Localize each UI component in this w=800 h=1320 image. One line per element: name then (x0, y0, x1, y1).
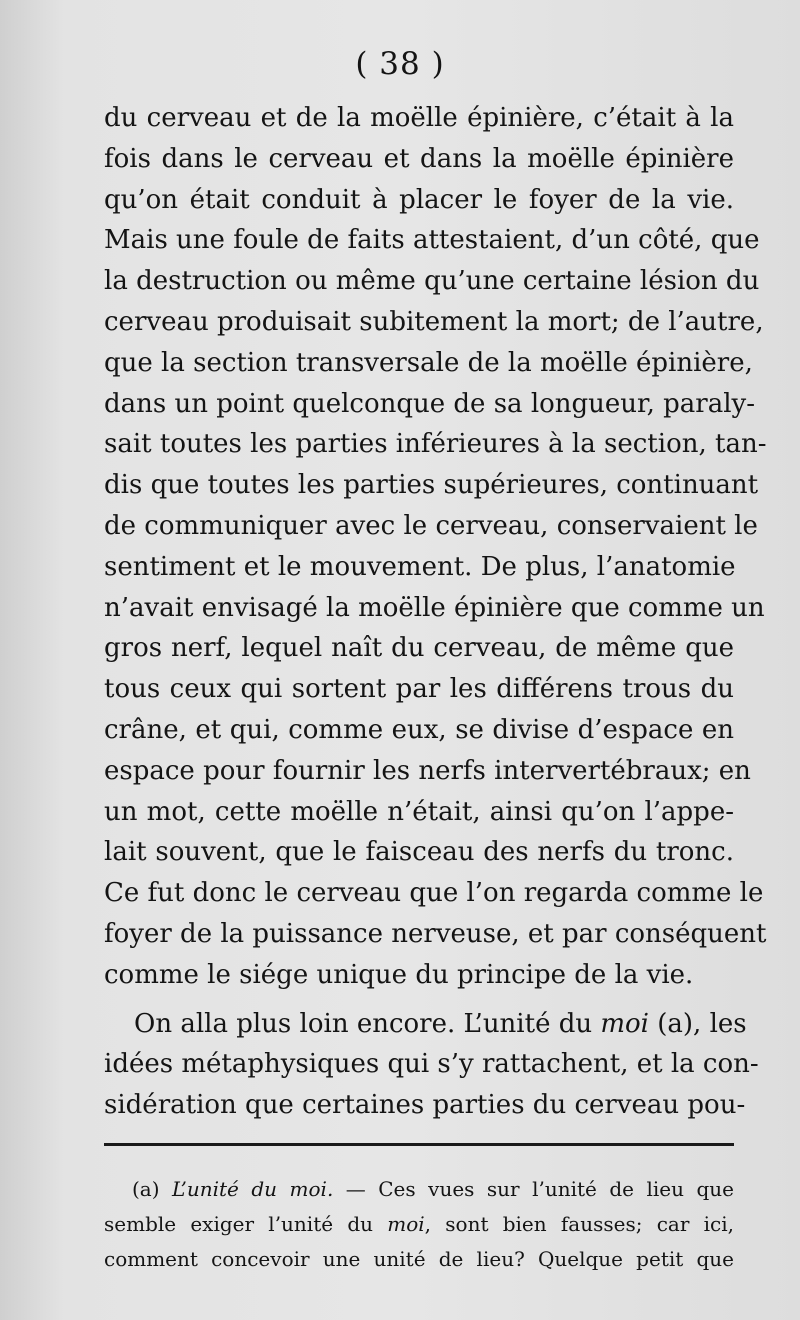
paragraph-gap (104, 996, 734, 1004)
footnote-separator (104, 1143, 734, 1146)
text-line: crâne, et qui, comme eux, se divise d’espace en (104, 714, 734, 745)
text-segment: — Ces vues sur l’unité de lieu que (333, 1177, 734, 1201)
text-line: sentiment et le mouvement. De plus, l’anatomie (104, 551, 736, 582)
text-line: du cerveau et de la moëlle épinière, c’était à la (104, 103, 734, 133)
text-line: gros nerf, lequel naît du cerveau, de même que (104, 633, 734, 664)
text-line: de communiquer avec le cerveau, conservaient le (104, 510, 758, 541)
text-line: dis que toutes les parties supérieures, continuant (104, 470, 759, 501)
text-line: sidération que certaines parties du cerveau pou- (104, 1090, 746, 1121)
text-line: Mais une foule de faits attestaient, d’un côté, que (104, 225, 760, 256)
footnote-reference: (a), les (649, 1008, 747, 1039)
footnote-line (104, 1172, 734, 1207)
footnote (104, 1172, 734, 1277)
text-line: que la section transversale de la moëlle épinière, (104, 347, 753, 378)
text-line: qu’on était conduit à placer le foyer de la vie. (104, 184, 734, 215)
text-line: Ce fut donc le cerveau que l’on regarda comme le (104, 878, 764, 909)
text-line: espace pour fournir les nerfs intervertébraux; en (104, 755, 751, 786)
text-segment: semble exiger l’unité du (104, 1212, 388, 1236)
text-line: un mot, cette moëlle n’était, ainsi qu’on l’appe- (104, 796, 734, 827)
text-line: fois dans le cerveau et dans la moëlle épinière (104, 143, 734, 174)
text-segment: , sont bien fausses; car ici, (424, 1212, 734, 1236)
text-segment: On alla plus loin encore. L’unité du (134, 1008, 601, 1039)
text-line: dans un point quelconque de sa longueur, paraly- (104, 388, 756, 419)
footnote-title: L’unité du moi. (172, 1177, 334, 1201)
text-line: lait souvent, que le faisceau des nerfs du tronc. (104, 837, 734, 868)
italic-term: moi (600, 1008, 649, 1039)
footnote-line (104, 1207, 734, 1242)
italic-term: moi (387, 1212, 425, 1236)
page-number: ( 38 ) (355, 46, 445, 82)
text-line: idées métaphysiques qui s’y rattachent, et la con- (104, 1049, 759, 1080)
main-text (104, 98, 767, 1126)
footnote-line: comment concevoir une unité de lieu? Quelque petit que (104, 1247, 734, 1271)
text-line: cerveau produisait subitement la mort; de l’autre, (104, 306, 764, 337)
text-line: comme le siége unique du principe de la vie. (104, 959, 694, 990)
text-line (104, 1004, 747, 1045)
text-line: sait toutes les parties inférieures à la section, tan- (104, 429, 767, 460)
text-line: n’avait envisagé la moëlle épinière que comme un (104, 592, 765, 623)
text-line: foyer de la puissance nerveuse, et par conséquent (104, 918, 767, 949)
footnote-marker: (a) (132, 1177, 173, 1201)
text-line: la destruction ou même qu’une certaine lésion du (104, 266, 760, 297)
text-line: tous ceux qui sortent par les différens trous du (104, 674, 734, 705)
